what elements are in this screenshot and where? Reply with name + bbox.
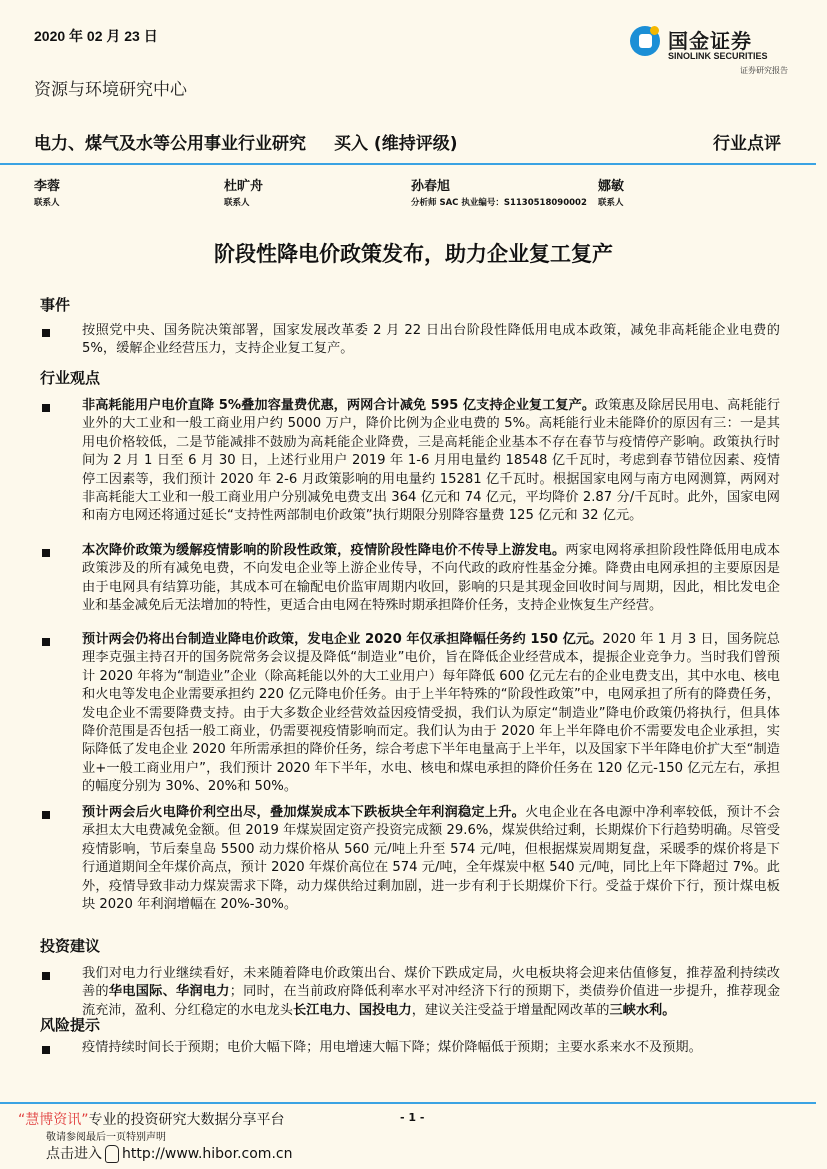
rating: 买入 (维持评级) <box>334 134 458 154</box>
footer-slogan <box>18 1109 285 1129</box>
bold-text: 预计两会后火电降价利空出尽，叠加煤炭成本下跌板块全年利润稳定上升。 <box>82 805 526 820</box>
view-paragraph-1 <box>82 397 780 526</box>
view-paragraph-3 <box>82 631 780 797</box>
author-role: 分析师 SAC 执业编号：S1130518090002 <box>411 198 587 208</box>
text: 政策惠及除居民用电、高耗能行业外的大工业和一般工商业用户约 5000 万户，降价比例为企业电费的 5%。高耗能行业未能降价的原因有三：一是其用电价格较低，二是节能减排不鼓励为高耗能企业降费，三是高耗能企业基本不存在春节与疫情停产影响。政策执行时间为 2 月 1 日至 6 月 30 日，上述行业用户 2019 年 1-6 月用电量约 18548 亿千瓦时，考虑到春节错位因素、疫情停工因素等，我们预计 2020 年 2-6 月政策影响的用电量约 15281 亿千瓦时。根据国家电网与南方电网测算，两网对非高耗能大工业和一般工商业用户分别减免电费支出 364 亿元和 74 亿元，平均降价 2.87 分/千瓦时。此外，国家电网和南方电网还将通过延长“支持性两部制电价政策”执行期限分别降容量费 125 亿元和 32 亿元。 <box>82 398 781 524</box>
author-role: 联系人 <box>34 198 60 208</box>
risk-paragraph <box>82 1039 780 1057</box>
author-role: 联系人 <box>224 198 250 208</box>
logo-en: SINOLINK SECURITIES <box>668 51 768 61</box>
text: 火电企业在各电源中净利率较低，预计不会承担太大电费减免金额。但 2019 年煤炭固定资产投资完成额 29.6%，煤炭供给过剩，长期煤价下行趋势明确。尽管受疫情影响，节后秦皇岛 5500 动力煤价格从 560 元/吨上升至 574 元/吨，但根据煤炭周期复盘，采暖季的煤价将是下行通道期间全年煤价高点，预计 2020 年煤价高位在 574 元/吨，全年煤炭中枢 540 元/吨，同比上年下降超过 7%。此外，疫情导致非动力煤炭需求下降，动力煤供给过剩加剧，进一步有利于长期煤价下行。受益于煤价下行，预计煤电板块 2020 年利润增幅在 20%-30%。 <box>82 805 781 913</box>
author-2 <box>224 175 263 208</box>
author-name: 孙春旭 <box>411 179 451 194</box>
author-1 <box>34 175 60 208</box>
logo-sub: 证券研究报告 <box>740 66 788 75</box>
text: ；同时，在当前政府降低利率水平对冲经济下行的预期下，类债券价值进一步提升，推荐现金流充沛，盈利、分红稳定的水电龙头 <box>82 984 781 1018</box>
author-4 <box>598 175 624 208</box>
author-3 <box>411 175 587 208</box>
author-name: 娜敏 <box>598 179 625 194</box>
author-role: 联系人 <box>598 198 624 208</box>
risk-heading: 风险提示 <box>40 1016 101 1034</box>
logo-dot-icon <box>650 26 659 35</box>
bold-text: 预计两会仍将出台制造业降电价政策，发电企业 2020 年仅承担降幅任务约 150 亿元。 <box>82 632 603 647</box>
text: 按照党中央、国务院决策部署，国家发展改革委 2 月 22 日出台阶段性降低用电成本政策，减免非高耗能企业电费的 5%，缓解企业经营压力，支持企业复工复产。 <box>82 323 780 357</box>
invest-paragraph <box>82 965 780 1020</box>
footer-notice: 敬请参阅最后一页特别声明 <box>46 1132 166 1143</box>
industry-title-bar <box>34 129 457 154</box>
view-heading: 行业观点 <box>40 369 101 387</box>
bullet-icon <box>42 404 50 412</box>
author-name: 李蓉 <box>34 179 61 194</box>
text: 我们对电力行业继续看好，未来随着降电价政策出台、煤价下跌成定局，火电板块将会迎来估值修复，推荐盈利持续改善的 <box>82 966 780 1000</box>
sinolink-logo <box>630 24 790 84</box>
bullet-icon <box>42 811 50 819</box>
logo-cn: 国金证券 <box>668 29 752 53</box>
view-paragraph-4 <box>82 804 780 914</box>
text: ，建议关注受益于增量配网改革的 <box>411 1002 610 1018</box>
hand-pointer-icon <box>105 1145 119 1163</box>
doc-type: 行业点评 <box>713 134 781 154</box>
report-date: 2020 年 02 月 23 日 <box>34 28 158 44</box>
footer-slogan-text: 专业的投资研究大数据分享平台 <box>88 1112 285 1128</box>
header-divider <box>0 163 816 165</box>
report-title: 阶段性降电价政策发布，助力企业复工复产 <box>214 241 613 266</box>
page-number: - 1 - <box>400 1111 425 1124</box>
text: 2020 年 1 月 3 日，国务院总理李克强主持召开的国务院常务会议提及降低“制造业”电价，旨在降低企业经营成本，提振企业竞争力。当时我们曾预计 2020 年将为“制造业”企业（除高耗能以外的大工业用户）每年降低 600 亿元左右的企业电费支出，其中水电、核电和火电等发电企业需要承担约 220 亿元降电价任务。由于上半年特殊的“阶段性政策”中，电网承担了所有的降费任务，发电企业不需要降费支持。由于大多数企业经营效益因疫情受损，我们认为原定“制造业”降电价政策仍将执行，但具体降价范围是否包括一般工商业，仍需要视疫情影响而定。我们认为由于 2020 年上半年降电价不需要发电企业承担，实际降低了发电企业 2020 年所需承担的降价任务，综合考虑下半年电量高于上半年，以及国家下半年降电价扩大至“制造业+一般工商业用户”，我们预计 2020 年下半年，水电、核电和煤电承担的降价任务在 120 亿元-150 亿元左右，承担的幅度分别为 30%、20%和 50%。 <box>82 632 780 795</box>
footer-divider <box>0 1102 816 1104</box>
view-paragraph-2 <box>82 542 780 616</box>
footer-enter[interactable]: 点击进入 <box>46 1146 102 1162</box>
bold-text: 本次降价政策为缓解疫情影响的阶段性政策，疫情阶段性降电价不传导上游发电。 <box>82 543 566 558</box>
industry-title: 电力、煤气及水等公用事业行业研究 <box>34 134 306 154</box>
author-name: 杜旷舟 <box>224 179 264 194</box>
bullet-icon <box>42 329 50 337</box>
bullet-icon <box>42 549 50 557</box>
invest-heading: 投资建议 <box>40 937 101 955</box>
event-paragraph <box>82 322 780 359</box>
bold-text: 三峡水利。 <box>609 1002 676 1018</box>
bullet-icon <box>42 1046 50 1054</box>
bold-text: 华电国际、华润电力 <box>108 984 230 1000</box>
research-center: 资源与环境研究中心 <box>34 80 187 100</box>
text: 两家电网将承担阶段性降低用电成本政策涉及的所有减免电费，不向发电企业等上游企业传导，不向代政的政府性基金分摊。降费由电网承担的主要原因是由于电网具有结算功能，其成本可在输配电价监审周期内收回，影响的只是其现金回收时间与周期，因此，相比发电企业和基金减免后无法增加的特性，更适合由电网在特殊时期承担降价任务，支持企业恢复生产经营。 <box>82 543 781 614</box>
bold-text: 长江电力、国投电力 <box>293 1002 412 1018</box>
bullet-icon <box>42 972 50 980</box>
footer-url[interactable]: http://www.hibor.com.cn <box>122 1146 293 1162</box>
bullet-icon <box>42 638 50 646</box>
bold-text: 非高耗能用户电价直降 5%叠加容量费优惠，两网合计减免 595 亿支持企业复工复产。 <box>82 398 596 413</box>
text: 疫情持续时间长于预期；电价大幅下降；用电增速大幅下降；煤价降幅低于预期；主要水系来水不及预期。 <box>82 1040 702 1055</box>
event-heading: 事件 <box>40 296 71 314</box>
footer-brand[interactable]: “慧博资讯” <box>18 1112 89 1128</box>
footer-link[interactable] <box>46 1143 292 1163</box>
